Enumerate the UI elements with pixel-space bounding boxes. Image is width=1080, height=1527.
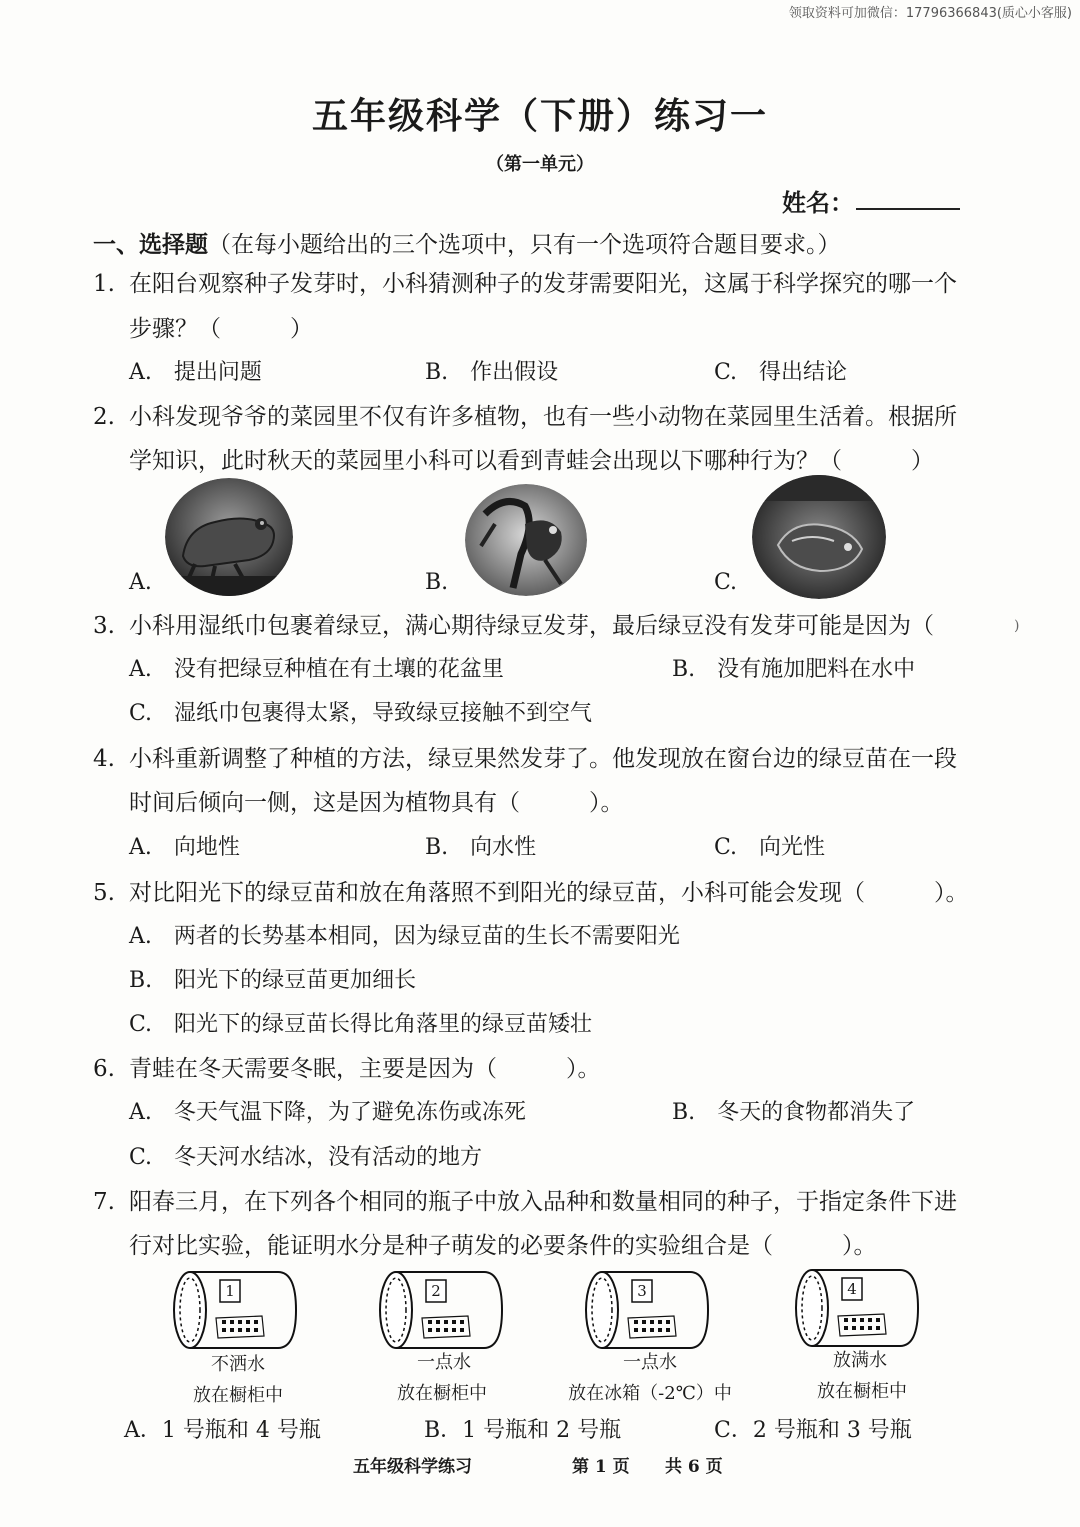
jar-2	[374, 1270, 514, 1352]
option-a[interactable]: A. 冬天气温下降，为了避免冻伤或冻死	[129, 1100, 526, 1125]
question-text: 步骤？（ ）	[129, 316, 313, 342]
question-text: 对比阳光下的绿豆苗和放在角落照不到阳光的绿豆苗，小科可能会发现（ ）。	[129, 880, 969, 906]
frog-on-branch-image	[465, 484, 587, 596]
jar-number: 2	[431, 1282, 441, 1300]
option-b[interactable]: B. 作出假设	[425, 360, 559, 385]
frog-hibernating-image	[752, 475, 886, 599]
option-b[interactable]: B. 阳光下的绿豆苗更加细长	[129, 968, 417, 993]
name-field[interactable]	[856, 208, 960, 210]
page-subtitle: （第一单元）	[486, 154, 594, 175]
question-text: 小科用湿纸巾包裹着绿豆，满心期待绿豆发芽，最后绿豆没有发芽可能是因为（	[129, 613, 934, 639]
page-title: 五年级科学（下册）练习一	[311, 95, 768, 137]
stray-mark: )	[1014, 618, 1020, 634]
section-heading	[93, 226, 841, 259]
option-b[interactable]: B. 冬天的食物都消失了	[672, 1100, 916, 1125]
question-number: 3.	[93, 613, 115, 639]
jar-number: 1	[225, 1282, 235, 1300]
jar-number: 4	[847, 1280, 857, 1298]
option-a[interactable]: A. 没有把绿豆种植在有土壤的花盆里	[129, 657, 504, 682]
jar-water-label: 一点水	[417, 1352, 471, 1373]
option-a[interactable]: A．1 号瓶和 4 号瓶	[124, 1418, 321, 1443]
question-number: 4.	[93, 746, 115, 772]
name-label: 姓名：	[782, 188, 854, 217]
jar-number: 3	[637, 1282, 647, 1300]
jar-place-label: 放在橱柜中	[397, 1383, 487, 1404]
question-number: 7.	[93, 1189, 115, 1215]
question-text: 学知识，此时秋天的菜园里小科可以看到青蛙会出现以下哪种行为？（ ）	[129, 448, 934, 474]
question-text: 小科重新调整了种植的方法，绿豆果然发芽了。他发现放在窗台边的绿豆苗在一段	[129, 746, 957, 772]
footer-page-total: 共 6 页	[665, 1457, 723, 1477]
jar-water-label: 不洒水	[211, 1354, 265, 1375]
question-text: 阳春三月，在下列各个相同的瓶子中放入品种和数量相同的种子，于指定条件下进	[129, 1189, 957, 1215]
option-c[interactable]: C. 阳光下的绿豆苗长得比角落里的绿豆苗矮壮	[129, 1012, 593, 1037]
question-text: 时间后倾向一侧，这是因为植物具有（ ）。	[129, 790, 624, 816]
question-text: 在阳台观察种子发芽时，小科猜测种子的发芽需要阳光，这属于科学探究的哪一个	[129, 271, 957, 297]
jar-3	[580, 1270, 720, 1352]
jar-water-label: 放满水	[833, 1350, 887, 1371]
option-a[interactable]: A. 向地性	[129, 835, 240, 860]
question-number: 6.	[93, 1056, 115, 1082]
question-text: 小科发现爷爷的菜园里不仅有许多植物，也有一些小动物在菜园里生活着。根据所	[129, 404, 957, 430]
jar-place-label: 放在冰箱（-2℃）中	[568, 1383, 732, 1404]
option-b[interactable]: B. 向水性	[425, 835, 537, 860]
question-number: 5.	[93, 880, 115, 906]
option-b[interactable]: B. 没有施加肥料在水中	[672, 657, 916, 682]
option-a[interactable]: A. 两者的长势基本相同，因为绿豆苗的生长不需要阳光	[129, 924, 680, 949]
question-text: 行对比实验，能证明水分是种子萌发的必要条件的实验组合是（ ）。	[129, 1233, 877, 1259]
option-b[interactable]: B.	[425, 570, 449, 595]
question-number: 1.	[93, 271, 115, 297]
jar-4	[790, 1268, 930, 1350]
jar-1	[168, 1270, 308, 1352]
section-title: 一、选择题	[93, 231, 208, 258]
option-c[interactable]: C. 湿纸巾包裹得太紧，导致绿豆接触不到空气	[129, 701, 593, 726]
jar-water-label: 一点水	[623, 1352, 677, 1373]
jar-place-label: 放在橱柜中	[193, 1385, 283, 1406]
option-c[interactable]: C. 得出结论	[714, 360, 848, 385]
question-number: 2.	[93, 404, 115, 430]
footer-title: 五年级科学练习	[353, 1457, 472, 1477]
question-text: 青蛙在冬天需要冬眠，主要是因为（ ）。	[129, 1056, 601, 1082]
option-a[interactable]: A.	[129, 570, 152, 595]
option-c[interactable]: C. 向光性	[714, 835, 826, 860]
option-c[interactable]: C. 冬天河水结冰，没有活动的地方	[129, 1145, 483, 1170]
option-c[interactable]: C．2 号瓶和 3 号瓶	[714, 1418, 912, 1443]
option-b[interactable]: B．1 号瓶和 2 号瓶	[424, 1418, 622, 1443]
footer-page-number: 第 1 页	[572, 1457, 630, 1477]
section-instruction: （在每小题给出的三个选项中，只有一个选项符合题目要求。）	[208, 232, 841, 258]
option-a[interactable]: A. 提出问题	[129, 360, 262, 385]
watermark: 领取资料可加微信：17796366843(质心小客服)	[788, 6, 1072, 21]
frog-sitting-image	[165, 478, 293, 596]
option-c[interactable]: C.	[714, 570, 738, 595]
jar-place-label: 放在橱柜中	[817, 1381, 907, 1402]
